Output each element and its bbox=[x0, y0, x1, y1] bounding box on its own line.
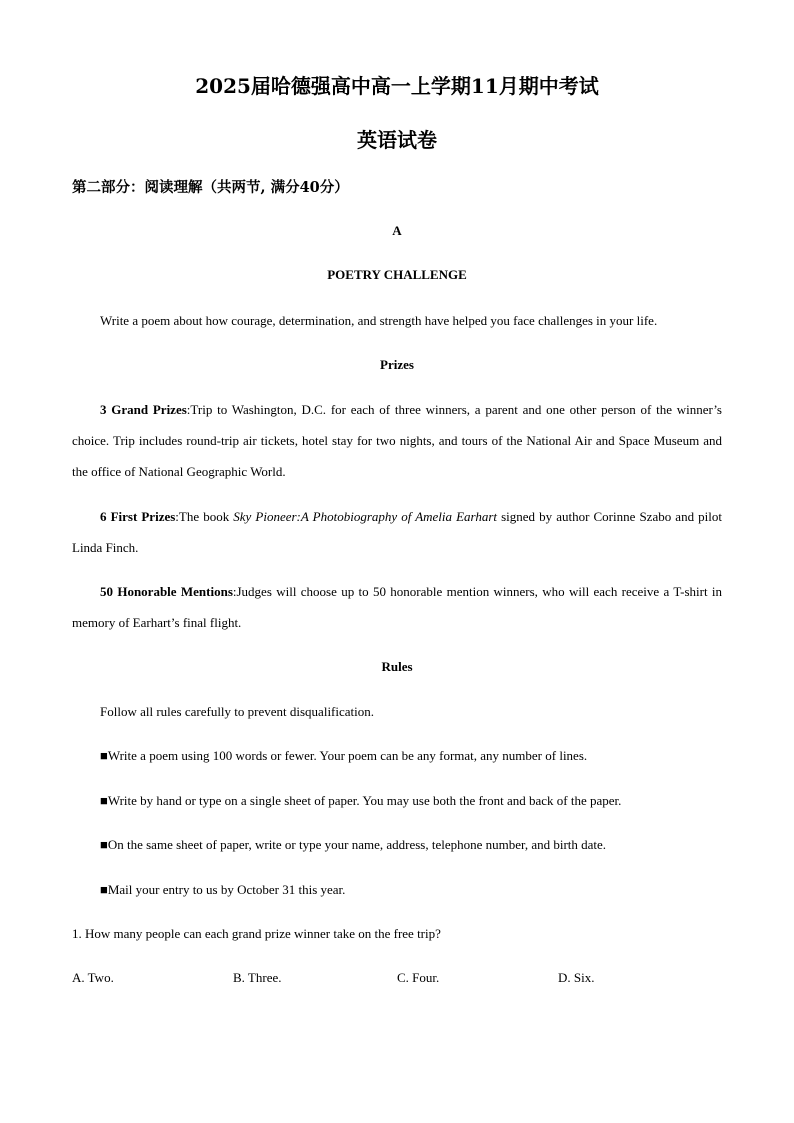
passage-title: POETRY CHALLENGE bbox=[327, 267, 467, 282]
first-prizes-text-b: signed by author Corinne Szabo and pilot Linda Finch. bbox=[72, 509, 722, 555]
rules-intro: Follow all rules carefully to prevent disqualification. bbox=[100, 704, 375, 719]
first-prizes-label: 6 First Prizes bbox=[100, 509, 176, 524]
rule-item: ■On the same sheet of paper, write or type your name, address, telephone number, and birth date. bbox=[100, 837, 607, 852]
rule-item: ■Write a poem using 100 words or fewer. Your poem can be any format, any number of lines. bbox=[100, 748, 588, 763]
option-c[interactable]: C. Four. bbox=[397, 970, 440, 985]
rule-item: ■Write by hand or type on a single sheet of paper. You may use both the front and back of the paper. bbox=[100, 793, 622, 808]
grand-prizes-label: 3 Grand Prizes bbox=[100, 402, 187, 417]
question-stem: 1. How many people can each grand prize winner take on the free trip? bbox=[72, 926, 441, 941]
rule-item: ■Mail your entry to us by October 31 this year. bbox=[100, 882, 346, 897]
option-a[interactable]: A. Two. bbox=[72, 970, 114, 985]
rules-heading: Rules bbox=[381, 659, 413, 674]
book-title: Sky Pioneer:A Photobiography of Amelia Earhart bbox=[233, 509, 498, 524]
first-prizes-text-a: :The book bbox=[175, 509, 234, 524]
passage-letter: A bbox=[392, 223, 402, 238]
exam-title: 2025届哈德强高中高一上学期11月期中考试 bbox=[195, 74, 599, 98]
section-heading: 第二部分：阅读理解（共两节, 满分40分） bbox=[72, 179, 349, 196]
honorable-mentions-label: 50 Honorable Mentions bbox=[100, 584, 233, 599]
passage-intro: Write a poem about how courage, determination, and strength have helped you face challenges in your life. bbox=[100, 313, 658, 328]
exam-subtitle: 英语试卷 bbox=[357, 128, 437, 152]
prizes-heading: Prizes bbox=[380, 357, 414, 372]
honorable-mentions-paragraph bbox=[72, 576, 722, 638]
option-b[interactable]: B. Three. bbox=[233, 970, 282, 985]
honorable-mentions-text: :Judges will choose up to 50 honorable mention winners, who will each receive a T-shirt in memory of Earhart’s final flight. bbox=[72, 584, 722, 630]
option-d[interactable]: D. Six. bbox=[558, 970, 595, 985]
grand-prizes-paragraph bbox=[72, 394, 722, 487]
grand-prizes-text: :Trip to Washington, D.C. for each of three winners, a parent and one other person of the winner’s choice. Trip includes round-trip air tickets, hotel stay for two nights, and tours of the National Air and Space Museum and the office of National Geographic World. bbox=[72, 402, 722, 479]
first-prizes-paragraph bbox=[72, 501, 722, 563]
